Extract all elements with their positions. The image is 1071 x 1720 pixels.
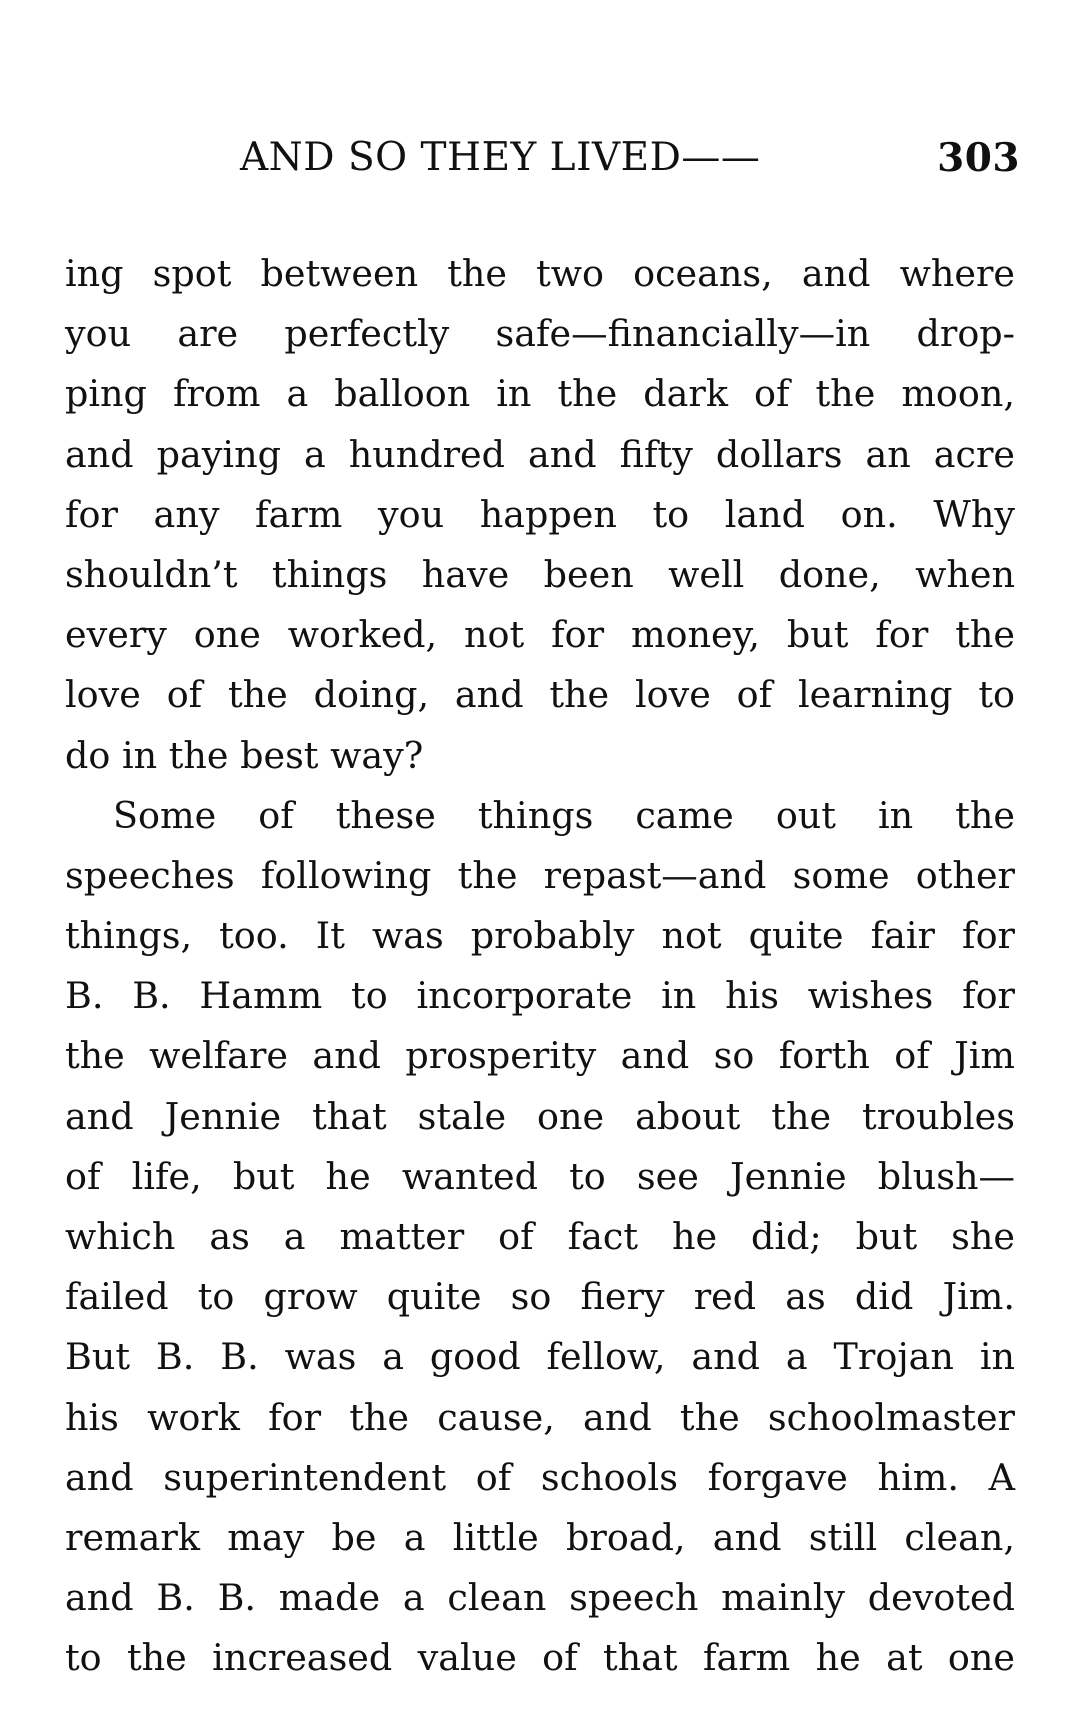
text-line: B. B. Hamm to incorporate in his wishes for (65, 974, 1015, 1018)
running-title: AND SO THEY LIVED—— (240, 135, 761, 180)
paragraph-start-line: Some of these things came out in the (113, 793, 1015, 837)
text-line: his work for the cause, and the schoolmaster (65, 1395, 1015, 1439)
text-line: for any farm you happen to land on. Why (65, 492, 1015, 536)
text-line: to the increased value of that farm he at one (65, 1636, 1015, 1680)
running-head (240, 133, 1020, 183)
text-line: But B. B. was a good fellow, and a Trojan in (65, 1335, 1015, 1379)
body-text (65, 244, 1015, 1689)
paragraph-end-line: do in the best way? (65, 733, 424, 777)
text-line: ing spot between the two oceans, and where (65, 252, 1015, 295)
text-line: you are perfectly safe—financially—in drop- (65, 312, 1015, 356)
page-number: 303 (937, 135, 1020, 181)
text-line: and Jennie that stale one about the troubles (65, 1094, 1015, 1138)
text-line: ping from a balloon in the dark of the moon, (65, 372, 1015, 416)
text-line: and B. B. made a clean speech mainly devoted (65, 1576, 1015, 1620)
text-line: things, too. It was probably not quite fair for (65, 914, 1015, 958)
text-line: the welfare and prosperity and so forth of Jim (65, 1034, 1015, 1078)
text-line: remark may be a little broad, and still clean, (65, 1515, 1015, 1559)
text-line: and paying a hundred and fifty dollars an acre (65, 432, 1015, 476)
text-line: shouldn’t things have been well done, when (65, 552, 1015, 596)
text-line: of life, but he wanted to see Jennie blush— (65, 1154, 1015, 1198)
text-line: love of the doing, and the love of learning to (65, 673, 1015, 717)
text-line: and superintendent of schools forgave him. A (65, 1455, 1015, 1499)
text-line: which as a matter of fact he did; but she (65, 1215, 1015, 1258)
text-line: failed to grow quite so fiery red as did Jim. (65, 1275, 1015, 1319)
text-line: every one worked, not for money, but for the (65, 613, 1015, 657)
text-line: speeches following the repast—and some other (65, 853, 1015, 897)
